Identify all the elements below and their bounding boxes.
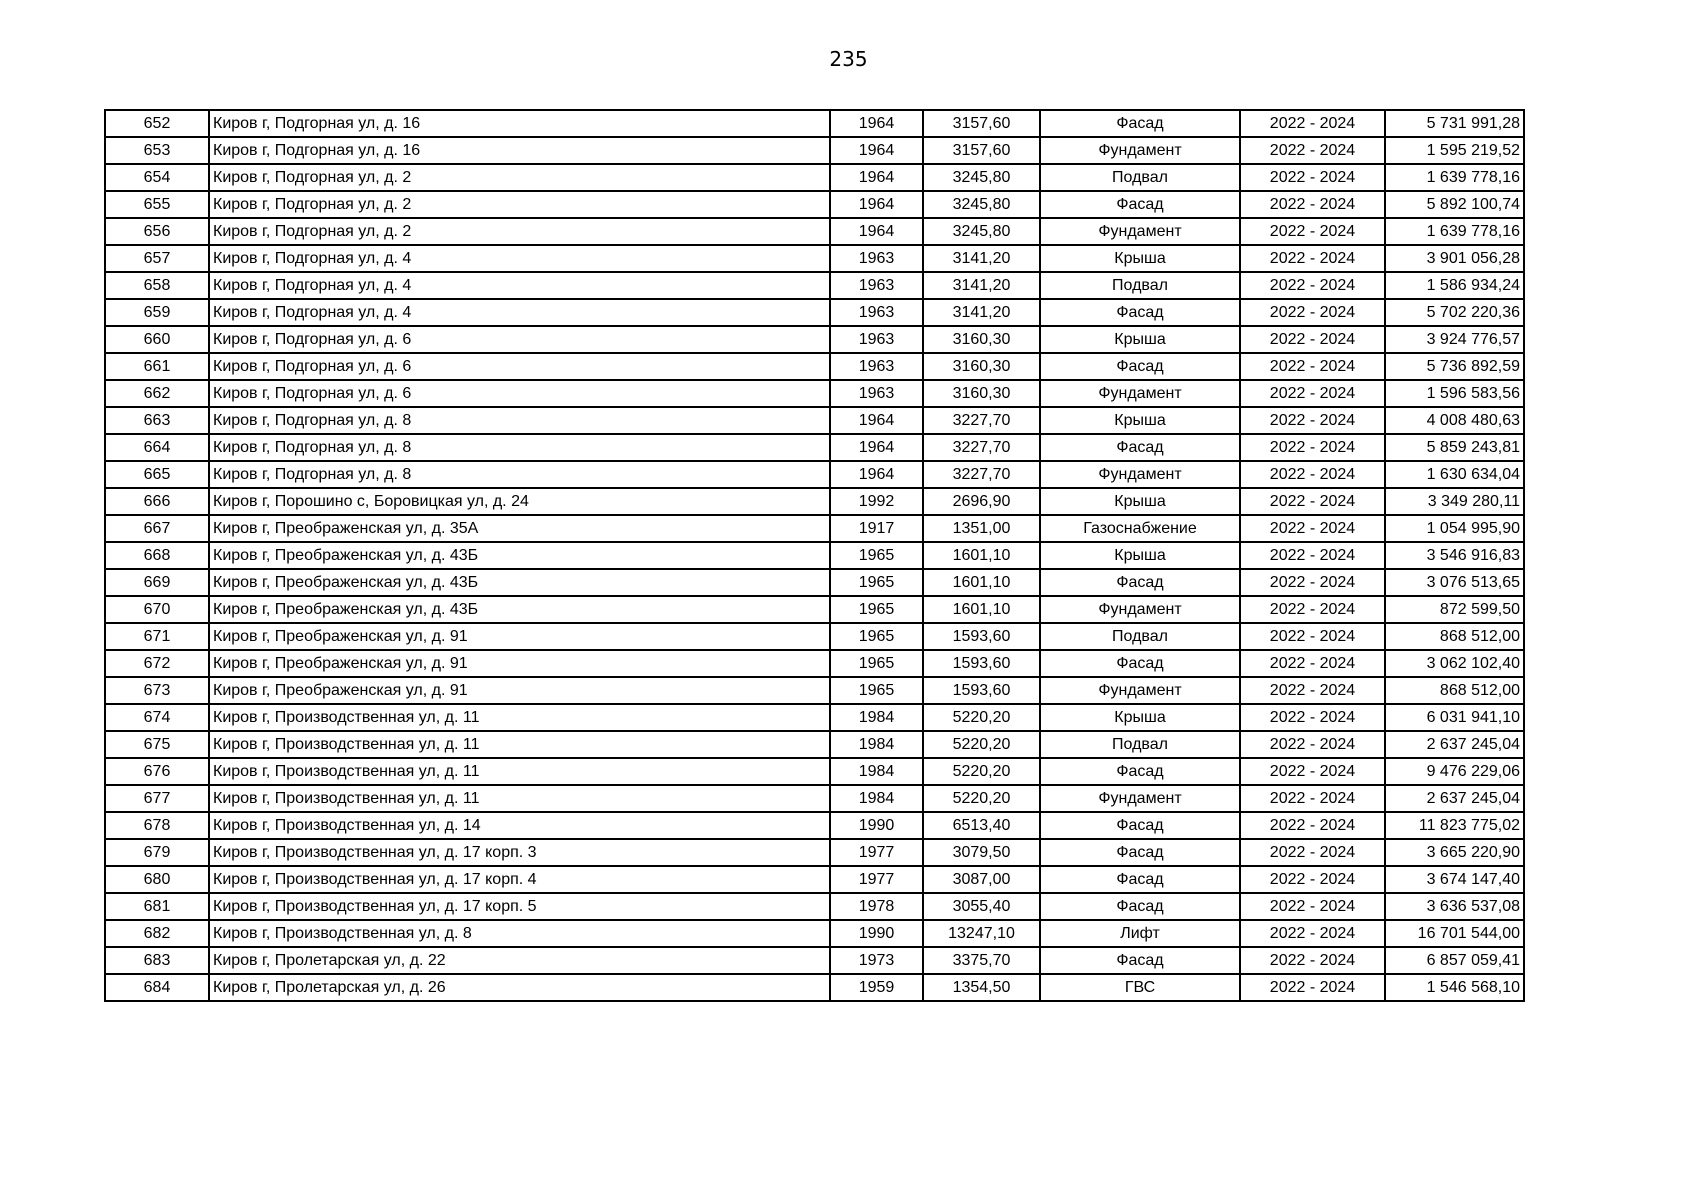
row-area: 1593,60 xyxy=(923,623,1040,650)
row-year: 1990 xyxy=(830,920,923,947)
row-period: 2022 - 2024 xyxy=(1240,758,1385,785)
row-year: 1964 xyxy=(830,461,923,488)
row-address: Киров г, Пролетарская ул, д. 26 xyxy=(209,974,830,1001)
row-period: 2022 - 2024 xyxy=(1240,461,1385,488)
table-row xyxy=(105,515,1524,542)
row-year: 1963 xyxy=(830,326,923,353)
row-period: 2022 - 2024 xyxy=(1240,677,1385,704)
row-work-type: Фасад xyxy=(1040,191,1240,218)
row-year: 1964 xyxy=(830,191,923,218)
row-cost: 3 901 056,28 xyxy=(1385,245,1524,272)
row-area: 3157,60 xyxy=(923,137,1040,164)
row-number: 682 xyxy=(105,920,209,947)
row-cost: 868 512,00 xyxy=(1385,623,1524,650)
row-area: 1354,50 xyxy=(923,974,1040,1001)
row-area: 3157,60 xyxy=(923,110,1040,137)
row-cost: 1 546 568,10 xyxy=(1385,974,1524,1001)
row-period: 2022 - 2024 xyxy=(1240,866,1385,893)
row-period: 2022 - 2024 xyxy=(1240,515,1385,542)
row-number: 678 xyxy=(105,812,209,839)
row-work-type: Фасад xyxy=(1040,569,1240,596)
row-area: 5220,20 xyxy=(923,785,1040,812)
row-number: 653 xyxy=(105,137,209,164)
row-cost: 3 076 513,65 xyxy=(1385,569,1524,596)
row-year: 1963 xyxy=(830,272,923,299)
row-number: 668 xyxy=(105,542,209,569)
row-year: 1984 xyxy=(830,731,923,758)
row-cost: 872 599,50 xyxy=(1385,596,1524,623)
row-address: Киров г, Подгорная ул, д. 4 xyxy=(209,272,830,299)
row-address: Киров г, Производственная ул, д. 11 xyxy=(209,785,830,812)
row-year: 1984 xyxy=(830,785,923,812)
row-period: 2022 - 2024 xyxy=(1240,191,1385,218)
row-address: Киров г, Подгорная ул, д. 6 xyxy=(209,380,830,407)
table-row xyxy=(105,326,1524,353)
row-number: 652 xyxy=(105,110,209,137)
row-cost: 1 596 583,56 xyxy=(1385,380,1524,407)
row-year: 1964 xyxy=(830,218,923,245)
row-work-type: Крыша xyxy=(1040,542,1240,569)
table-row xyxy=(105,407,1524,434)
row-area: 3245,80 xyxy=(923,191,1040,218)
table-row xyxy=(105,650,1524,677)
row-area: 1351,00 xyxy=(923,515,1040,542)
row-period: 2022 - 2024 xyxy=(1240,542,1385,569)
table-row xyxy=(105,272,1524,299)
row-address: Киров г, Производственная ул, д. 11 xyxy=(209,731,830,758)
row-work-type: Лифт xyxy=(1040,920,1240,947)
row-address: Киров г, Преображенская ул, д. 43Б xyxy=(209,569,830,596)
row-area: 13247,10 xyxy=(923,920,1040,947)
row-area: 3245,80 xyxy=(923,164,1040,191)
row-year: 1984 xyxy=(830,758,923,785)
row-year: 1992 xyxy=(830,488,923,515)
row-year: 1977 xyxy=(830,866,923,893)
row-area: 1601,10 xyxy=(923,596,1040,623)
row-period: 2022 - 2024 xyxy=(1240,110,1385,137)
row-area: 1593,60 xyxy=(923,677,1040,704)
row-period: 2022 - 2024 xyxy=(1240,623,1385,650)
row-period: 2022 - 2024 xyxy=(1240,245,1385,272)
table-row xyxy=(105,758,1524,785)
row-number: 680 xyxy=(105,866,209,893)
row-number: 679 xyxy=(105,839,209,866)
registry-table-body xyxy=(105,110,1524,1001)
row-address: Киров г, Преображенская ул, д. 35А xyxy=(209,515,830,542)
table-row xyxy=(105,569,1524,596)
row-number: 663 xyxy=(105,407,209,434)
row-cost: 1 630 634,04 xyxy=(1385,461,1524,488)
row-number: 659 xyxy=(105,299,209,326)
row-number: 684 xyxy=(105,974,209,1001)
row-number: 658 xyxy=(105,272,209,299)
table-row xyxy=(105,947,1524,974)
row-number: 665 xyxy=(105,461,209,488)
row-work-type: Фасад xyxy=(1040,839,1240,866)
row-address: Киров г, Преображенская ул, д. 91 xyxy=(209,623,830,650)
row-period: 2022 - 2024 xyxy=(1240,974,1385,1001)
row-work-type: Крыша xyxy=(1040,704,1240,731)
row-area: 6513,40 xyxy=(923,812,1040,839)
row-work-type: Фундамент xyxy=(1040,596,1240,623)
row-number: 660 xyxy=(105,326,209,353)
row-area: 3055,40 xyxy=(923,893,1040,920)
table-row xyxy=(105,245,1524,272)
row-cost: 5 736 892,59 xyxy=(1385,353,1524,380)
row-cost: 3 636 537,08 xyxy=(1385,893,1524,920)
row-area: 3141,20 xyxy=(923,272,1040,299)
row-work-type: Подвал xyxy=(1040,272,1240,299)
row-work-type: Фундамент xyxy=(1040,785,1240,812)
row-cost: 5 892 100,74 xyxy=(1385,191,1524,218)
row-area: 3227,70 xyxy=(923,434,1040,461)
row-number: 656 xyxy=(105,218,209,245)
row-year: 1964 xyxy=(830,164,923,191)
row-address: Киров г, Подгорная ул, д. 6 xyxy=(209,353,830,380)
row-period: 2022 - 2024 xyxy=(1240,893,1385,920)
row-address: Киров г, Преображенская ул, д. 91 xyxy=(209,650,830,677)
row-work-type: Фасад xyxy=(1040,650,1240,677)
row-area: 3160,30 xyxy=(923,380,1040,407)
table-row xyxy=(105,380,1524,407)
row-year: 1973 xyxy=(830,947,923,974)
row-number: 674 xyxy=(105,704,209,731)
row-number: 677 xyxy=(105,785,209,812)
row-area: 5220,20 xyxy=(923,731,1040,758)
table-row xyxy=(105,839,1524,866)
row-year: 1965 xyxy=(830,542,923,569)
row-address: Киров г, Преображенская ул, д. 43Б xyxy=(209,596,830,623)
row-work-type: Фасад xyxy=(1040,947,1240,974)
row-address: Киров г, Производственная ул, д. 8 xyxy=(209,920,830,947)
row-year: 1965 xyxy=(830,569,923,596)
row-period: 2022 - 2024 xyxy=(1240,272,1385,299)
row-cost: 3 349 280,11 xyxy=(1385,488,1524,515)
row-address: Киров г, Преображенская ул, д. 91 xyxy=(209,677,830,704)
row-year: 1977 xyxy=(830,839,923,866)
row-cost: 5 702 220,36 xyxy=(1385,299,1524,326)
row-number: 661 xyxy=(105,353,209,380)
row-work-type: Фундамент xyxy=(1040,461,1240,488)
row-work-type: Фасад xyxy=(1040,866,1240,893)
table-row xyxy=(105,812,1524,839)
row-area: 3245,80 xyxy=(923,218,1040,245)
table-row xyxy=(105,893,1524,920)
table-row xyxy=(105,191,1524,218)
table-row xyxy=(105,677,1524,704)
row-address: Киров г, Производственная ул, д. 17 корп. 5 xyxy=(209,893,830,920)
row-cost: 1 595 219,52 xyxy=(1385,137,1524,164)
row-cost: 3 546 916,83 xyxy=(1385,542,1524,569)
row-work-type: Фундамент xyxy=(1040,218,1240,245)
row-period: 2022 - 2024 xyxy=(1240,407,1385,434)
row-number: 676 xyxy=(105,758,209,785)
row-period: 2022 - 2024 xyxy=(1240,137,1385,164)
row-number: 683 xyxy=(105,947,209,974)
row-period: 2022 - 2024 xyxy=(1240,839,1385,866)
table-row xyxy=(105,353,1524,380)
row-year: 1965 xyxy=(830,677,923,704)
row-period: 2022 - 2024 xyxy=(1240,650,1385,677)
table-row xyxy=(105,110,1524,137)
row-year: 1964 xyxy=(830,434,923,461)
row-cost: 1 586 934,24 xyxy=(1385,272,1524,299)
row-year: 1959 xyxy=(830,974,923,1001)
row-year: 1917 xyxy=(830,515,923,542)
row-area: 1601,10 xyxy=(923,569,1040,596)
row-year: 1963 xyxy=(830,245,923,272)
row-year: 1984 xyxy=(830,704,923,731)
row-number: 666 xyxy=(105,488,209,515)
row-area: 1601,10 xyxy=(923,542,1040,569)
row-area: 2696,90 xyxy=(923,488,1040,515)
table-row xyxy=(105,434,1524,461)
row-area: 3160,30 xyxy=(923,326,1040,353)
table-row xyxy=(105,866,1524,893)
row-period: 2022 - 2024 xyxy=(1240,218,1385,245)
row-cost: 9 476 229,06 xyxy=(1385,758,1524,785)
row-address: Киров г, Преображенская ул, д. 43Б xyxy=(209,542,830,569)
row-address: Киров г, Подгорная ул, д. 8 xyxy=(209,434,830,461)
table-row xyxy=(105,596,1524,623)
row-work-type: Фасад xyxy=(1040,353,1240,380)
row-work-type: Фундамент xyxy=(1040,677,1240,704)
row-work-type: Фасад xyxy=(1040,812,1240,839)
row-work-type: Крыша xyxy=(1040,245,1240,272)
row-period: 2022 - 2024 xyxy=(1240,434,1385,461)
row-cost: 1 054 995,90 xyxy=(1385,515,1524,542)
row-cost: 16 701 544,00 xyxy=(1385,920,1524,947)
row-year: 1964 xyxy=(830,137,923,164)
row-work-type: Крыша xyxy=(1040,488,1240,515)
row-area: 3087,00 xyxy=(923,866,1040,893)
row-period: 2022 - 2024 xyxy=(1240,299,1385,326)
row-address: Киров г, Подгорная ул, д. 2 xyxy=(209,218,830,245)
row-year: 1964 xyxy=(830,110,923,137)
row-address: Киров г, Пролетарская ул, д. 22 xyxy=(209,947,830,974)
table-row xyxy=(105,542,1524,569)
row-area: 1593,60 xyxy=(923,650,1040,677)
row-number: 669 xyxy=(105,569,209,596)
row-number: 673 xyxy=(105,677,209,704)
row-area: 3375,70 xyxy=(923,947,1040,974)
row-cost: 3 924 776,57 xyxy=(1385,326,1524,353)
row-number: 657 xyxy=(105,245,209,272)
row-number: 671 xyxy=(105,623,209,650)
row-work-type: Фундамент xyxy=(1040,380,1240,407)
row-address: Киров г, Подгорная ул, д. 6 xyxy=(209,326,830,353)
row-cost: 2 637 245,04 xyxy=(1385,785,1524,812)
row-address: Киров г, Подгорная ул, д. 16 xyxy=(209,137,830,164)
row-address: Киров г, Подгорная ул, д. 4 xyxy=(209,299,830,326)
row-year: 1965 xyxy=(830,650,923,677)
row-cost: 3 062 102,40 xyxy=(1385,650,1524,677)
row-period: 2022 - 2024 xyxy=(1240,731,1385,758)
row-cost: 4 008 480,63 xyxy=(1385,407,1524,434)
row-year: 1965 xyxy=(830,596,923,623)
row-address: Киров г, Порошино с, Боровицкая ул, д. 24 xyxy=(209,488,830,515)
row-work-type: ГВС xyxy=(1040,974,1240,1001)
row-area: 3141,20 xyxy=(923,245,1040,272)
row-year: 1963 xyxy=(830,353,923,380)
row-period: 2022 - 2024 xyxy=(1240,488,1385,515)
row-work-type: Фасад xyxy=(1040,758,1240,785)
row-address: Киров г, Производственная ул, д. 14 xyxy=(209,812,830,839)
row-cost: 1 639 778,16 xyxy=(1385,218,1524,245)
row-area: 3079,50 xyxy=(923,839,1040,866)
row-area: 5220,20 xyxy=(923,758,1040,785)
row-year: 1964 xyxy=(830,407,923,434)
row-address: Киров г, Производственная ул, д. 17 корп. 3 xyxy=(209,839,830,866)
row-work-type: Фундамент xyxy=(1040,137,1240,164)
row-address: Киров г, Подгорная ул, д. 16 xyxy=(209,110,830,137)
row-area: 5220,20 xyxy=(923,704,1040,731)
table-row xyxy=(105,488,1524,515)
row-address: Киров г, Подгорная ул, д. 8 xyxy=(209,461,830,488)
row-period: 2022 - 2024 xyxy=(1240,785,1385,812)
row-period: 2022 - 2024 xyxy=(1240,380,1385,407)
row-work-type: Газоснабжение xyxy=(1040,515,1240,542)
row-work-type: Фасад xyxy=(1040,299,1240,326)
row-address: Киров г, Подгорная ул, д. 8 xyxy=(209,407,830,434)
row-cost: 3 665 220,90 xyxy=(1385,839,1524,866)
table-row xyxy=(105,974,1524,1001)
table-row xyxy=(105,461,1524,488)
row-work-type: Крыша xyxy=(1040,407,1240,434)
row-period: 2022 - 2024 xyxy=(1240,920,1385,947)
row-number: 664 xyxy=(105,434,209,461)
row-cost: 5 731 991,28 xyxy=(1385,110,1524,137)
row-number: 655 xyxy=(105,191,209,218)
table-row xyxy=(105,164,1524,191)
row-work-type: Фасад xyxy=(1040,893,1240,920)
registry-table xyxy=(104,109,1525,1002)
row-year: 1978 xyxy=(830,893,923,920)
row-year: 1965 xyxy=(830,623,923,650)
row-area: 3160,30 xyxy=(923,353,1040,380)
row-cost: 11 823 775,02 xyxy=(1385,812,1524,839)
table-row xyxy=(105,623,1524,650)
row-work-type: Подвал xyxy=(1040,623,1240,650)
row-period: 2022 - 2024 xyxy=(1240,326,1385,353)
row-period: 2022 - 2024 xyxy=(1240,812,1385,839)
row-number: 675 xyxy=(105,731,209,758)
row-address: Киров г, Производственная ул, д. 17 корп. 4 xyxy=(209,866,830,893)
table-row xyxy=(105,299,1524,326)
row-period: 2022 - 2024 xyxy=(1240,704,1385,731)
row-work-type: Подвал xyxy=(1040,731,1240,758)
row-number: 667 xyxy=(105,515,209,542)
row-address: Киров г, Производственная ул, д. 11 xyxy=(209,704,830,731)
table-row xyxy=(105,218,1524,245)
row-work-type: Фасад xyxy=(1040,110,1240,137)
row-address: Киров г, Подгорная ул, д. 2 xyxy=(209,164,830,191)
row-number: 672 xyxy=(105,650,209,677)
row-address: Киров г, Производственная ул, д. 11 xyxy=(209,758,830,785)
row-cost: 6 031 941,10 xyxy=(1385,704,1524,731)
row-period: 2022 - 2024 xyxy=(1240,947,1385,974)
row-cost: 5 859 243,81 xyxy=(1385,434,1524,461)
table-row xyxy=(105,731,1524,758)
row-work-type: Подвал xyxy=(1040,164,1240,191)
row-year: 1963 xyxy=(830,380,923,407)
row-number: 662 xyxy=(105,380,209,407)
row-number: 654 xyxy=(105,164,209,191)
row-area: 3227,70 xyxy=(923,407,1040,434)
row-number: 681 xyxy=(105,893,209,920)
row-cost: 1 639 778,16 xyxy=(1385,164,1524,191)
row-year: 1963 xyxy=(830,299,923,326)
table-row xyxy=(105,137,1524,164)
row-period: 2022 - 2024 xyxy=(1240,596,1385,623)
table-row xyxy=(105,704,1524,731)
table-row xyxy=(105,785,1524,812)
row-work-type: Крыша xyxy=(1040,326,1240,353)
row-cost: 3 674 147,40 xyxy=(1385,866,1524,893)
row-work-type: Фасад xyxy=(1040,434,1240,461)
row-period: 2022 - 2024 xyxy=(1240,569,1385,596)
row-period: 2022 - 2024 xyxy=(1240,164,1385,191)
row-address: Киров г, Подгорная ул, д. 2 xyxy=(209,191,830,218)
row-number: 670 xyxy=(105,596,209,623)
row-year: 1990 xyxy=(830,812,923,839)
page-number: 235 xyxy=(829,47,868,71)
row-cost: 6 857 059,41 xyxy=(1385,947,1524,974)
row-cost: 2 637 245,04 xyxy=(1385,731,1524,758)
row-period: 2022 - 2024 xyxy=(1240,353,1385,380)
row-cost: 868 512,00 xyxy=(1385,677,1524,704)
row-area: 3141,20 xyxy=(923,299,1040,326)
row-area: 3227,70 xyxy=(923,461,1040,488)
row-address: Киров г, Подгорная ул, д. 4 xyxy=(209,245,830,272)
table-row xyxy=(105,920,1524,947)
